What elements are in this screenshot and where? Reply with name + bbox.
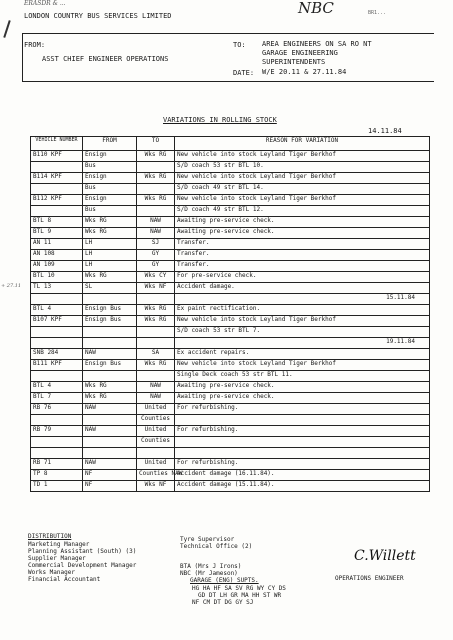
cell-vehicle [31,371,83,382]
cell-from: Ensign Bus [83,360,137,371]
cell-reason: Accident damage. [175,283,430,294]
cell-reason: For refurbishing. [175,426,430,437]
cell-from: Ensign [83,151,137,162]
column-header-reason: REASON FOR VARIATION [175,137,430,151]
cell-reason [175,437,430,448]
cell-to: Counties [137,415,175,426]
cell-from: Ensign [83,195,137,206]
from-label: FROM: [24,41,46,49]
cell-to: Wks RG [137,360,175,371]
cell-from: Ensign [83,173,137,184]
rolling-stock-table [30,136,430,492]
cell-to: United [137,459,175,470]
cell-from: Bus [83,162,137,173]
date-label: DATE: [233,69,255,77]
cell-to: Wks RG [137,195,175,206]
cell-from: LH [83,261,137,272]
cell-vehicle: TL 13 [31,283,83,294]
dist-left-3: Supplier Manager [28,555,86,562]
cell-vehicle: BTL 9 [31,228,83,239]
cell-vehicle: TD 1 [31,481,83,492]
table-row [31,151,430,162]
cell-reason: New vehicle into stock Leyland Tiger Berkhof [175,151,430,162]
cell-reason: Awaiting pre-service check. [175,393,430,404]
to-label: TO: [233,41,246,49]
column-header-to: TO [137,137,175,151]
cell-reason: S/D coach 49 str BTL 14. [175,184,430,195]
cell-to [137,327,175,338]
cell-to: United [137,426,175,437]
cell-to: United [137,404,175,415]
cell-reason: New vehicle into stock Leyland Tiger Berkhof [175,360,430,371]
distribution-heading: DISTRIBUTION [28,533,72,540]
cell-from [83,437,137,448]
cell-to: Counties [137,437,175,448]
cell-reason: Ex accident repairs. [175,349,430,360]
cell-from: NF [83,481,137,492]
cell-reason: For refurbishing. [175,459,430,470]
column-header-vehicle: VEHICLE NUMBER [31,137,83,151]
cell-to: Wks RG [137,305,175,316]
table-row [31,228,430,239]
cell-to: Wks CY [137,272,175,283]
table-row [31,250,430,261]
cell-reason: Awaiting pre-service check. [175,228,430,239]
to-line-2: GARAGE ENGINEERING [262,49,338,57]
cell-reason: S/D coach 53 str BTL 10. [175,162,430,173]
from-value: ASST CHIEF ENGINEER OPERATIONS [42,55,169,63]
table-row [31,206,430,217]
cell-reason: Ex paint rectification. [175,305,430,316]
cell-from: LH [83,239,137,250]
table-row [31,239,430,250]
nbc-stamp: NBC [298,0,334,17]
cell-from: Bus [83,206,137,217]
cell-reason: Accident damage (15.11.84). [175,481,430,492]
cell-to [137,184,175,195]
cell-to [137,448,175,459]
cell-to: Counties NAW [137,470,175,481]
cell-reason: Single Deck coach 53 str BTL 11. [175,371,430,382]
cell-vehicle: BTL 7 [31,393,83,404]
dist-right-5: BTA (Mrs J Irons) [180,563,242,570]
table-row [31,470,430,481]
cell-to: NAW [137,228,175,239]
dist-right-6: NBC (Mr Jameson) [180,570,238,577]
cell-from: Wks RG [83,217,137,228]
dist-right-2: Technical Office (2) [180,543,253,550]
cell-reason [175,415,430,426]
cell-vehicle: AN 11 [31,239,83,250]
dist-left-5: Works Manager [28,569,75,576]
to-line-1: AREA ENGINEERS ON SA RO NT [262,40,372,48]
cell-vehicle: BTL 8 [31,217,83,228]
cell-reason: Transfer. [175,250,430,261]
cell-vehicle [31,184,83,195]
cell-to: GY [137,261,175,272]
table-row [31,261,430,272]
table-row [31,338,430,349]
table-row [31,184,430,195]
header-date: 14.11.84 [368,127,402,135]
dist-left-4: Commercial Development Manager [28,562,137,569]
cell-vehicle [31,206,83,217]
cell-vehicle: B107 KPF [31,316,83,327]
cell-from: Wks RG [83,228,137,239]
margin-tick [3,20,10,38]
table-row [31,459,430,470]
cell-vehicle: BTL 4 [31,305,83,316]
garage-line-2: GD DT LH GR MA HH ST WR [198,592,282,599]
cell-from [83,327,137,338]
cell-from [83,371,137,382]
cell-to [137,206,175,217]
column-header-from: FROM [83,137,137,151]
table-row [31,481,430,492]
cell-to: NAW [137,393,175,404]
cell-from [83,338,137,349]
cell-reason: New vehicle into stock Leyland Tiger Berkhof [175,195,430,206]
cell-to [137,294,175,305]
cell-reason: Awaiting pre-service check. [175,382,430,393]
cell-to: SJ [137,239,175,250]
garage-line-1: HG HA HF SA SV RG WY CY DS [192,585,286,592]
table-row [31,349,430,360]
cell-from: NF [83,470,137,481]
cell-from: Wks RG [83,393,137,404]
cell-reason: For refurbishing. [175,404,430,415]
cell-from: LH [83,250,137,261]
garage-line-3: NF CM DT DG GY SJ [192,599,254,606]
table-row [31,195,430,206]
date-value: W/E 20.11 & 27.11.84 [262,68,347,76]
cell-vehicle: SNB 284 [31,349,83,360]
cell-vehicle: B110 KPF [31,151,83,162]
cell-vehicle: RB 71 [31,459,83,470]
cell-to: Wks RG [137,151,175,162]
cell-vehicle [31,448,83,459]
table-row [31,437,430,448]
cell-vehicle: B114 KPF [31,173,83,184]
cell-vehicle: BTL 4 [31,382,83,393]
dist-left-2: Planning Assistant (South) (3) [28,548,137,555]
cell-reason: Accident damage (16.11.84). [175,470,430,481]
table-row [31,283,430,294]
cell-reason: New vehicle into stock Leyland Tiger Berkhof [175,316,430,327]
cell-vehicle: AN 108 [31,250,83,261]
table-row [31,393,430,404]
table-row [31,272,430,283]
table-row [31,305,430,316]
table-row [31,217,430,228]
cell-vehicle [31,338,83,349]
cell-reason: S/D coach 53 str BTL 7. [175,327,430,338]
table-row [31,426,430,437]
cell-to: Wks NF [137,481,175,492]
table-row [31,162,430,173]
table-row [31,448,430,459]
cell-to: NAW [137,382,175,393]
garage-heading: GARAGE (ENG) SUPTS. [190,577,259,584]
cell-reason: Awaiting pre-service check. [175,217,430,228]
cell-to [137,338,175,349]
table-row [31,404,430,415]
cell-from: NAW [83,404,137,415]
cell-vehicle: TP 8 [31,470,83,481]
cell-vehicle [31,437,83,448]
company-name: LONDON COUNTRY BUS SERVICES LIMITED [24,12,172,20]
table-row [31,316,430,327]
cell-from: Bus [83,184,137,195]
dist-right-1: Tyre Supervisor [180,536,235,543]
table-row [31,371,430,382]
cell-reason [175,448,430,459]
to-line-3: SUPERINTENDENTS [262,58,326,66]
cell-reason: New vehicle into stock Leyland Tiger Berkhof [175,173,430,184]
cell-to: SA [137,349,175,360]
corner-scribble: ERASDR & ... [24,0,66,7]
date-stamp: 19.11.84 [175,338,430,349]
cell-vehicle [31,162,83,173]
dist-left-6: Financial Accountant [28,576,101,583]
date-stamp: 15.11.84 [175,294,430,305]
dist-left-1: Marketing Manager [28,541,90,548]
document-title: VARIATIONS IN ROLLING STOCK [163,116,277,124]
cell-to: NAW [137,217,175,228]
cell-from: Ensign Bus [83,316,137,327]
cell-to: Wks RG [137,173,175,184]
cell-vehicle: B112 KPF [31,195,83,206]
cell-vehicle [31,415,83,426]
cell-from [83,415,137,426]
cell-reason: S/D coach 49 str BTL 12. [175,206,430,217]
stamp-small: BR1... [368,10,387,16]
cell-reason: Transfer. [175,239,430,250]
table-row [31,382,430,393]
cell-from [83,294,137,305]
signatory-title: OPERATIONS ENGINEER [335,575,404,582]
cell-to [137,162,175,173]
cell-to: GY [137,250,175,261]
signature: C.Willett [354,548,416,564]
cell-vehicle [31,294,83,305]
cell-to: Wks NF [137,283,175,294]
table-row [31,173,430,184]
cell-vehicle: AN 109 [31,261,83,272]
cell-from: NAW [83,349,137,360]
table-row [31,327,430,338]
cell-from [83,448,137,459]
cell-reason: For pre-service check. [175,272,430,283]
cell-from: NAW [83,426,137,437]
cell-from: NAW [83,459,137,470]
cell-vehicle: RB 76 [31,404,83,415]
cell-from: Ensign Bus [83,305,137,316]
table-row [31,360,430,371]
cell-vehicle: BTL 10 [31,272,83,283]
table-row [31,294,430,305]
cell-vehicle: B111 KPF [31,360,83,371]
cell-from: SL [83,283,137,294]
cell-vehicle: RB 79 [31,426,83,437]
cell-vehicle [31,327,83,338]
cell-to: Wks RG [137,316,175,327]
cell-from: Wks RG [83,272,137,283]
margin-note: + 27.11 [1,283,22,289]
cell-from: Wks RG [83,382,137,393]
table-row [31,415,430,426]
cell-to [137,371,175,382]
table-body [31,151,430,492]
cell-reason: Transfer. [175,261,430,272]
